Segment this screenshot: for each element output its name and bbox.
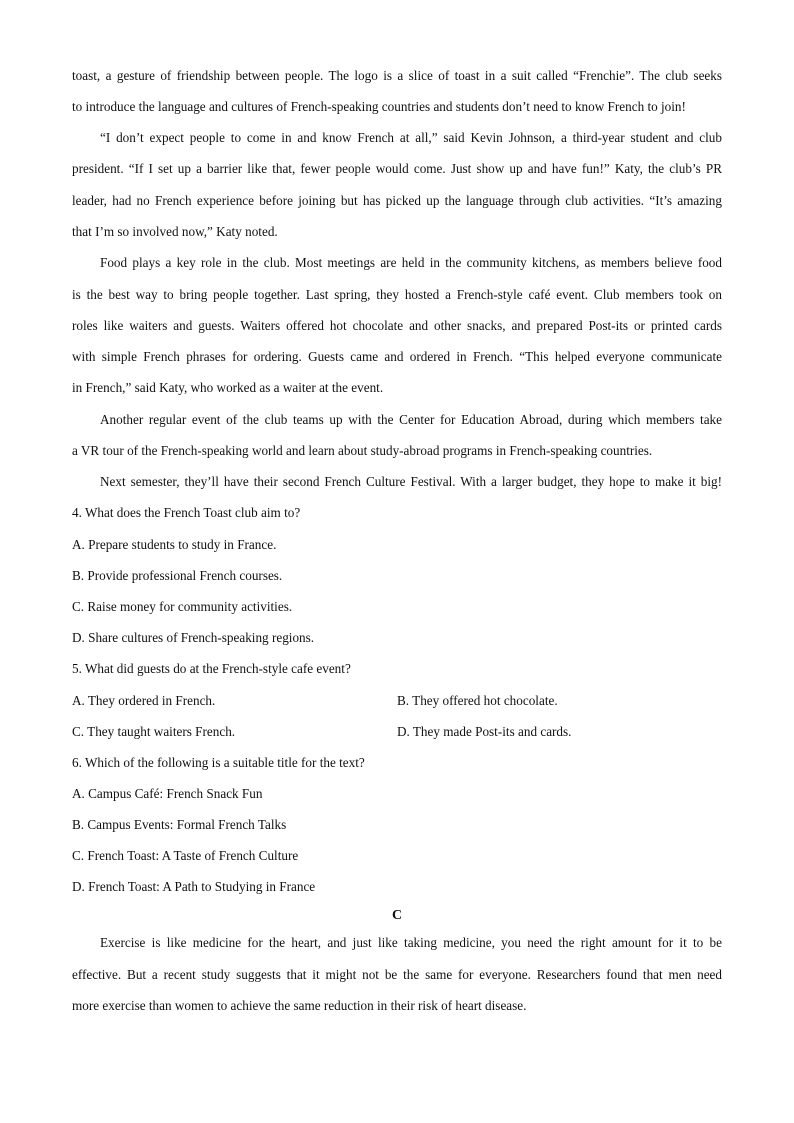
passage-line: to introduce the language and cultures of French-speaking countries and students don’t need to know French to join!	[72, 99, 686, 114]
passage-line: roles like waiters and guests. Waiters offered hot chocolate and other snacks, and prepared Post-its or printed cards	[72, 318, 722, 333]
question-4-option-b: B. Provide professional French courses.	[72, 568, 283, 583]
passage-line: in French,” said Katy, who worked as a waiter at the event.	[72, 380, 384, 395]
question-4-option-d: D. Share cultures of French-speaking regions.	[72, 630, 315, 645]
passage-line: toast, a gesture of friendship between people. The logo is a slice of toast in a suit called “Frenchie”. The club seeks	[72, 68, 722, 83]
question-4-option-c: C. Raise money for community activities.	[72, 599, 293, 614]
question-6-option-c: C. French Toast: A Taste of French Culture	[72, 848, 299, 863]
passage-line: president. “If I set up a barrier like that, fewer people would come. Just show up and have fun!” Katy, the club’s PR	[72, 161, 722, 176]
question-6-stem: 6. Which of the following is a suitable title for the text?	[72, 755, 365, 770]
question-5-option-a: A. They ordered in French.	[72, 693, 216, 708]
passage-line: is the best way to bring people together. Last spring, they hosted a French-style café event. Club members took on	[72, 287, 722, 302]
passage-line: effective. But a recent study suggests that it might not be the same for everyone. Researchers found that men need	[72, 967, 722, 982]
passage-line: more exercise than women to achieve the same reduction in their risk of heart disease.	[72, 998, 527, 1013]
passage-line: Food plays a key role in the club. Most meetings are held in the community kitchens, as members believe food	[100, 255, 722, 270]
passage-line: leader, had no French experience before joining but has picked up the language through club activities. “It’s amazing	[72, 193, 722, 208]
passage-line: Another regular event of the club teams up with the Center for Education Abroad, during which members take	[100, 412, 722, 427]
passage-line: Exercise is like medicine for the heart, and just like taking medicine, you need the right amount for it to be	[100, 935, 722, 950]
passage-line: that I’m so involved now,” Katy noted.	[72, 224, 278, 239]
question-4-stem: 4. What does the French Toast club aim to?	[72, 505, 301, 520]
question-5-stem: 5. What did guests do at the French-style cafe event?	[72, 661, 351, 676]
passage-line: with simple French phrases for ordering. Guests came and ordered in French. “This helped everyone communicate	[72, 349, 722, 364]
question-5-option-c: C. They taught waiters French.	[72, 724, 236, 739]
passage-line: Next semester, they’ll have their second French Culture Festival. With a larger budget, they hope to make it big!	[100, 474, 722, 489]
passage-line: a VR tour of the French-speaking world and learn about study-abroad programs in French-speaking countries.	[72, 443, 653, 458]
question-6-option-a: A. Campus Café: French Snack Fun	[72, 786, 263, 801]
passage-line: “I don’t expect people to come in and know French at all,” said Kevin Johnson, a third-year student and club	[100, 130, 722, 145]
question-6-option-d: D. French Toast: A Path to Studying in France	[72, 879, 316, 894]
question-4-option-a: A. Prepare students to study in France.	[72, 537, 277, 552]
question-5-option-b: B. They offered hot chocolate.	[397, 693, 558, 708]
section-heading: C	[391, 908, 403, 923]
question-5-option-d: D. They made Post-its and cards.	[397, 724, 572, 739]
question-6-option-b: B. Campus Events: Formal French Talks	[72, 817, 287, 832]
